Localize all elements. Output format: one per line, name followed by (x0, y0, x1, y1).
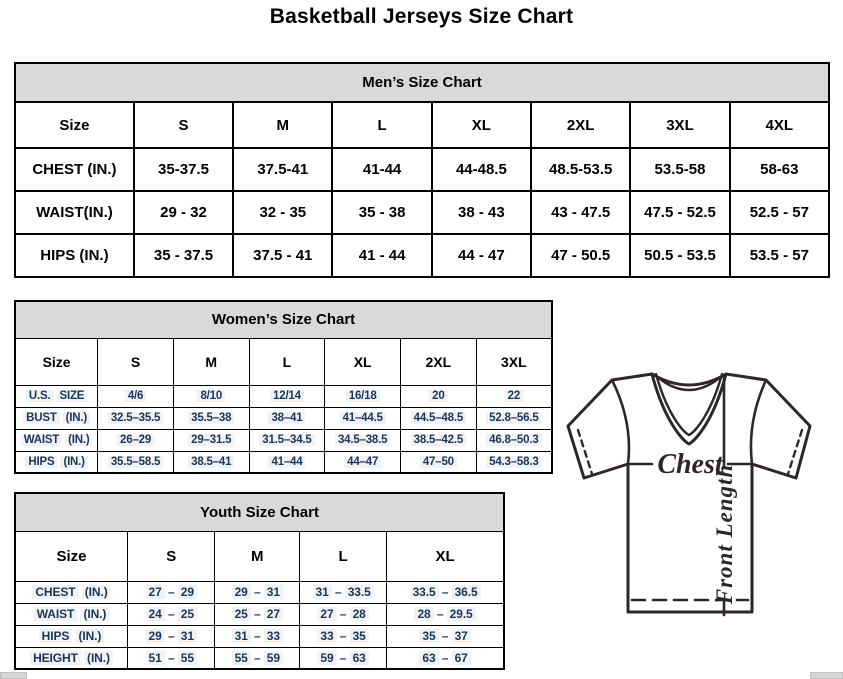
size-value-cell: 27 – 28 (300, 603, 387, 625)
size-value-cell: 33.5 – 36.5 (387, 581, 504, 603)
size-value-cell: 35 - 37.5 (134, 234, 233, 277)
size-value-cell: 44.5–48.5 (401, 407, 477, 429)
column-header: M (233, 102, 332, 148)
table-title: Men’s Size Chart (15, 63, 829, 102)
horizontal-scrollbar-fragment-left[interactable] (0, 672, 27, 679)
size-value-cell: 32 - 35 (233, 191, 332, 234)
row-label: HIPS (IN.) (15, 234, 134, 277)
horizontal-scrollbar-fragment-right[interactable] (810, 672, 843, 679)
size-value-cell: 44-48.5 (432, 148, 531, 191)
size-value-cell: 8/10 (173, 385, 249, 407)
size-value-cell: 33 – 35 (300, 625, 387, 647)
size-value-cell: 41–44.5 (325, 407, 401, 429)
size-label-header: Size (15, 102, 134, 148)
chest-label: Chest (657, 449, 723, 480)
column-header: 4XL (730, 102, 829, 148)
table-title: Women’s Size Chart (15, 301, 552, 338)
row-label: CHEST (IN.) (15, 148, 134, 191)
column-header: S (134, 102, 233, 148)
size-value-cell: 31 – 33.5 (300, 581, 387, 603)
size-value-cell: 53.5-58 (630, 148, 729, 191)
column-header: L (249, 338, 325, 385)
size-value-cell: 12/14 (249, 385, 325, 407)
table-row (15, 625, 504, 647)
size-value-cell: 31.5–34.5 (249, 429, 325, 451)
size-value-cell: 41–44 (249, 451, 325, 473)
size-value-cell: 29–31.5 (173, 429, 249, 451)
size-value-cell: 54.3–58.3 (476, 451, 552, 473)
size-value-cell: 50.5 - 53.5 (630, 234, 729, 277)
column-header: 2XL (401, 338, 477, 385)
column-header: M (173, 338, 249, 385)
size-value-cell: 38.5–42.5 (401, 429, 477, 451)
size-value-cell: 31 – 33 (215, 625, 300, 647)
size-value-cell: 58-63 (730, 148, 829, 191)
size-value-cell: 43 - 47.5 (531, 191, 630, 234)
table-row (15, 148, 829, 191)
row-label: U.S. SIZE (15, 385, 98, 407)
size-value-cell: 24 – 25 (127, 603, 215, 625)
column-header: XL (432, 102, 531, 148)
size-value-cell: 29 - 32 (134, 191, 233, 234)
size-value-cell: 44 - 47 (432, 234, 531, 277)
column-header: 3XL (630, 102, 729, 148)
size-value-cell: 55 – 59 (215, 647, 300, 669)
size-label-header: Size (15, 531, 127, 581)
youth-size-table (14, 492, 505, 670)
row-label: WAIST (IN.) (15, 603, 127, 625)
column-header: 2XL (531, 102, 630, 148)
size-value-cell: 4/6 (98, 385, 174, 407)
size-value-cell: 52.8–56.5 (476, 407, 552, 429)
column-header: L (332, 102, 431, 148)
table-row (15, 603, 504, 625)
row-label: BUST (IN.) (15, 407, 98, 429)
size-value-cell: 52.5 - 57 (730, 191, 829, 234)
size-value-cell: 38 - 43 (432, 191, 531, 234)
column-header: L (300, 531, 387, 581)
column-header: 3XL (476, 338, 552, 385)
size-value-cell: 37.5 - 41 (233, 234, 332, 277)
size-value-cell: 47 - 50.5 (531, 234, 630, 277)
mens-size-table (14, 62, 830, 278)
size-value-cell: 38–41 (249, 407, 325, 429)
table-row (15, 581, 504, 603)
size-value-cell: 35.5–58.5 (98, 451, 174, 473)
size-value-cell: 35.5–38 (173, 407, 249, 429)
jersey-outline (568, 374, 810, 612)
size-value-cell: 26–29 (98, 429, 174, 451)
page-title: Basketball Jerseys Size Chart (269, 5, 574, 28)
row-label: HIPS (IN.) (15, 451, 98, 473)
size-value-cell: 28 – 29.5 (387, 603, 504, 625)
row-label: WAIST (IN.) (15, 429, 98, 451)
column-header: XL (387, 531, 504, 581)
size-value-cell: 34.5–38.5 (325, 429, 401, 451)
column-header: M (215, 531, 300, 581)
size-value-cell: 27 – 29 (127, 581, 215, 603)
size-value-cell: 59 – 63 (300, 647, 387, 669)
table-row (15, 451, 552, 473)
size-value-cell: 48.5-53.5 (531, 148, 630, 191)
size-label-header: Size (15, 338, 98, 385)
table-title: Youth Size Chart (15, 493, 504, 531)
row-label: HIPS (IN.) (15, 625, 127, 647)
size-value-cell: 29 – 31 (215, 581, 300, 603)
table-row (15, 647, 504, 669)
size-value-cell: 35-37.5 (134, 148, 233, 191)
table-row (15, 385, 552, 407)
row-label: HEIGHT (IN.) (15, 647, 127, 669)
size-value-cell: 22 (476, 385, 552, 407)
size-value-cell: 35 - 38 (332, 191, 431, 234)
size-value-cell: 53.5 - 57 (730, 234, 829, 277)
size-value-cell: 41-44 (332, 148, 431, 191)
row-label: WAIST(IN.) (15, 191, 134, 234)
size-value-cell: 46.8–50.3 (476, 429, 552, 451)
size-value-cell: 20 (401, 385, 477, 407)
front-length-label: Front Length (712, 463, 737, 605)
column-header: S (98, 338, 174, 385)
size-value-cell: 32.5–35.5 (98, 407, 174, 429)
table-row (15, 191, 829, 234)
size-value-cell: 47.5 - 52.5 (630, 191, 729, 234)
size-value-cell: 25 – 27 (215, 603, 300, 625)
womens-size-table (14, 300, 553, 474)
size-value-cell: 37.5-41 (233, 148, 332, 191)
table-row (15, 407, 552, 429)
size-value-cell: 16/18 (325, 385, 401, 407)
table-row (15, 234, 829, 277)
jersey-diagram (556, 362, 824, 626)
size-value-cell: 51 – 55 (127, 647, 215, 669)
column-header: XL (325, 338, 401, 385)
table-row (15, 429, 552, 451)
row-label: CHEST (IN.) (15, 581, 127, 603)
size-value-cell: 35 – 37 (387, 625, 504, 647)
size-value-cell: 38.5–41 (173, 451, 249, 473)
size-value-cell: 41 - 44 (332, 234, 431, 277)
size-value-cell: 29 – 31 (127, 625, 215, 647)
size-value-cell: 47–50 (401, 451, 477, 473)
column-header: S (127, 531, 215, 581)
size-value-cell: 44–47 (325, 451, 401, 473)
size-value-cell: 63 – 67 (387, 647, 504, 669)
